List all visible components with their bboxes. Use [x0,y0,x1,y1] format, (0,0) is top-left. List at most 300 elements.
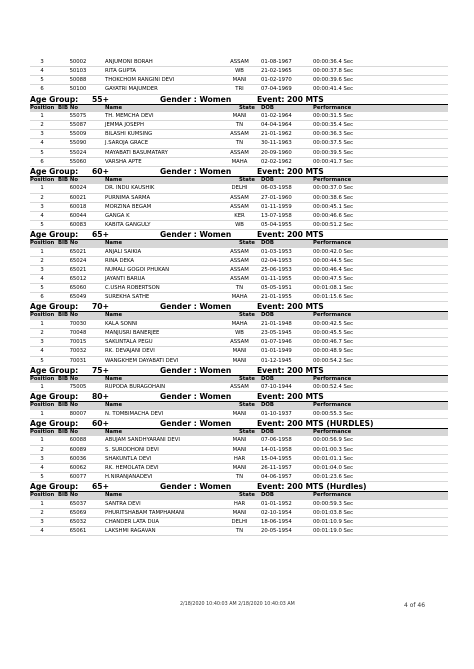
state-cell: DELHI [231,518,248,525]
column-header-row [30,402,448,410]
table-row [30,518,448,527]
column-header-row [30,105,448,113]
position-cell: 4 [40,276,44,283]
performance-cell: 00:00:36.3 Sec [313,131,354,138]
bib-cell: 50088 [69,77,87,84]
name-cell: J.SAROJA GRACE [105,140,149,147]
age-group-value: 55+ [92,94,109,104]
event-label: Event: 200 MTS [257,166,324,176]
state-cell: MANI [232,437,247,444]
state-cell: ASSAM [230,59,249,65]
performance-cell: 00:00:47.5 Sec [313,276,354,283]
col-dob: DOB [261,402,274,409]
name-cell: ANJALI SAIKIA [105,248,142,255]
position-cell: 1 [40,384,44,391]
state-cell: MAHA [231,158,248,165]
col-name: Name [105,176,123,183]
table-row [30,248,448,257]
state-cell: ASSAM [230,339,249,346]
state-cell: ASSAM [230,203,249,210]
bib-cell: 60018 [69,203,87,210]
position-cell: 1 [40,248,44,255]
state-cell: ASSAM [230,276,249,283]
performance-cell: 00:00:39.5 Sec [313,149,354,156]
table-row [30,257,448,266]
dob-cell: 01-02-1964 [261,113,292,120]
col-position: Position [30,104,55,111]
col-name: Name [105,402,123,409]
table-row [30,85,448,94]
col-state: State [238,492,255,499]
age-group-label: Age Group: [30,94,79,104]
performance-cell: 00:00:46.4 Sec [313,266,354,273]
name-cell: PURNIMA SARMA [105,194,151,201]
age-group-label: Age Group: [30,166,79,176]
table-row [30,194,448,203]
bib-cell: 65032 [69,518,87,525]
table-row [30,500,448,509]
bib-cell: 70032 [69,348,87,355]
dob-cell: 01-10-1937 [261,410,292,417]
dob-cell: 04-04-1964 [261,122,292,129]
state-cell: ASSAM [230,266,249,273]
performance-cell: 00:01:01.1 Sec [313,455,354,462]
state-cell: TN [235,474,244,480]
name-cell: NUMALI GOGOI PHUKAN [105,266,170,273]
col-dob: DOB [261,492,274,499]
performance-cell: 00:00:46.7 Sec [313,339,354,346]
performance-cell: 00:00:45.5 Sec [313,330,354,337]
gender-label: Gender : Women [160,365,232,375]
performance-cell: 00:01:23.6 Sec [313,474,354,480]
position-cell: 5 [40,285,44,292]
dob-cell: 25-06-1953 [261,266,292,273]
dob-cell: 23-05-1945 [261,330,292,337]
state-cell: ASSAM [230,131,249,138]
position-cell: 4 [40,348,44,355]
dob-cell: 02-10-1954 [261,509,292,516]
col-name: Name [105,312,123,319]
position-cell: 4 [40,528,44,535]
bib-cell: 70031 [69,357,87,364]
performance-cell: 00:00:54.2 Sec [313,357,354,364]
table-row [30,473,448,482]
dob-cell: 21-01-1948 [261,320,292,327]
age-group-header [30,482,448,492]
table-row [30,329,448,338]
name-cell: ANJUMONI BORAH [105,59,153,65]
col-performance: Performance [313,104,352,111]
age-group-value: 65+ [92,230,109,240]
performance-cell: 00:01:15.6 Sec [313,294,354,301]
bib-cell: 65024 [69,257,87,264]
table-row [30,275,448,284]
position-cell: 6 [40,294,44,301]
performance-cell: 00:00:37.5 Sec [313,140,354,147]
position-cell: 3 [40,266,44,273]
position-cell: 4 [40,68,44,75]
col-performance: Performance [313,240,352,247]
dob-cell: 14-01-1958 [261,446,292,453]
bib-cell: 55009 [69,131,87,138]
age-group-header [30,392,448,402]
performance-cell: 00:01:00.3 Sec [313,446,354,453]
dob-cell: 20-09-1960 [261,149,292,156]
col-performance: Performance [313,176,352,183]
col-bib: BIB No [58,375,78,382]
age-group-label: Age Group: [30,230,79,240]
bib-cell: 65021 [69,266,87,273]
col-position: Position [30,402,55,409]
name-cell: LAKSHMI RAGAVAN [105,528,156,535]
age-group-value: 70+ [92,302,109,312]
bib-cell: 60077 [69,474,87,480]
dob-cell: 07-10-1944 [261,384,292,391]
name-cell: WANGKHEM DAYABATI DEVI [105,357,179,364]
name-cell: JAYANTI BARUA [105,276,146,283]
event-label: Event: 200 MTS [257,392,324,402]
col-dob: DOB [261,240,274,247]
event-label: Event: 200 MTS [257,230,324,240]
col-state: State [238,176,255,183]
col-position: Position [30,375,55,382]
dob-cell: 02-02-1962 [261,158,292,165]
name-cell: RINA DEKA [105,257,134,264]
dob-cell: 18-06-1954 [261,518,292,525]
performance-cell: 00:00:56.9 Sec [313,437,354,444]
state-cell: TN [235,122,244,129]
dob-cell: 01-01-1949 [261,348,292,355]
bib-cell: 75005 [69,384,87,391]
table-row [30,347,448,356]
age-group-label: Age Group: [30,392,79,402]
state-cell: TN [235,285,244,292]
col-performance: Performance [313,375,352,382]
dob-cell: 21-02-1965 [261,68,292,75]
position-cell: 6 [40,158,44,165]
col-dob: DOB [261,428,274,435]
position-cell: 1 [40,320,44,327]
age-group-label: Age Group: [30,418,79,428]
performance-cell: 00:00:51.2 Sec [313,221,354,228]
state-cell: MANI [232,464,247,471]
table-row [30,76,448,85]
event-label: Event: 200 MTS [257,365,324,375]
column-header-row [30,429,448,437]
dob-cell: 15-04-1955 [261,455,292,462]
bib-cell: 80007 [69,410,87,417]
table-row [30,338,448,347]
bib-cell: 65069 [69,509,87,516]
performance-cell: 00:00:37.0 Sec [313,185,354,192]
column-header-row [30,177,448,185]
dob-cell: 04-06-1957 [261,474,292,480]
position-cell: 1 [40,113,44,120]
col-bib: BIB No [58,104,78,111]
col-state: State [238,402,255,409]
table-row [30,67,448,76]
state-cell: MANI [232,410,247,417]
col-position: Position [30,428,55,435]
bib-cell: 60024 [69,185,87,192]
position-cell: 1 [40,437,44,444]
performance-cell: 00:00:39.6 Sec [313,77,354,84]
dob-cell: 21-01-1962 [261,131,292,138]
state-cell: ASSAM [230,257,249,264]
name-cell: RK. HEMOLATA DEVI [105,464,159,471]
performance-cell: 00:00:48.9 Sec [313,348,354,355]
name-cell: ABUJAM SANDHYARANI DEVI [105,437,180,444]
table-row [30,436,448,445]
age-group-header [30,167,448,177]
table-row [30,266,448,275]
gender-label: Gender : Women [160,230,232,240]
position-cell: 3 [40,59,44,65]
age-group-label: Age Group: [30,302,79,312]
event-label: Event: 200 MTS (Hurdles) [257,482,367,492]
bib-cell: 60062 [69,464,87,471]
dob-cell: 13-07-1958 [261,212,292,219]
table-row [30,139,448,148]
dob-cell: 05-05-1951 [261,285,292,292]
state-cell: HAR [233,500,246,507]
performance-cell: 00:01:10.9 Sec [313,518,354,525]
table-row [30,509,448,518]
age-group-header [30,302,448,312]
name-cell: N. TOMBIMACHA DEVI [105,410,164,417]
col-bib: BIB No [58,240,78,247]
position-cell: 1 [40,185,44,192]
position-cell: 2 [40,446,44,453]
results-document [30,58,448,536]
state-cell: MANI [232,357,247,364]
performance-cell: 00:00:44.5 Sec [313,257,354,264]
table-row [30,357,448,366]
col-position: Position [30,492,55,499]
name-cell: GAYATRI MAJUMDER [105,86,158,93]
table-row [30,383,448,392]
bib-cell: 60036 [69,455,87,462]
bib-cell: 50100 [69,86,87,93]
dob-cell: 27-01-1960 [261,194,292,201]
state-cell: TN [235,528,244,535]
dob-cell: 01-11-1955 [261,276,292,283]
dob-cell: 21-01-1955 [261,294,292,301]
col-dob: DOB [261,176,274,183]
state-cell: MANI [232,509,247,516]
performance-cell: 00:01:03.8 Sec [313,509,354,516]
col-performance: Performance [313,402,352,409]
bib-cell: 55024 [69,149,87,156]
position-cell: 3 [40,339,44,346]
age-group-label: Age Group: [30,365,79,375]
col-name: Name [105,375,123,382]
table-row [30,293,448,302]
name-cell: H.NIRANJANADEVI [105,474,153,480]
state-cell: MANI [232,77,247,84]
table-row [30,221,448,230]
gender-label: Gender : Women [160,392,232,402]
dob-cell: 07-06-1958 [261,437,292,444]
position-cell: 2 [40,330,44,337]
column-header-row [30,312,448,320]
performance-cell: 00:00:42.5 Sec [313,320,354,327]
col-state: State [238,312,255,319]
table-row [30,58,448,67]
position-cell: 2 [40,194,44,201]
table-row [30,464,448,473]
performance-cell: 00:00:41.7 Sec [313,158,354,165]
age-group-label: Age Group: [30,482,79,492]
performance-cell: 00:01:19.0 Sec [313,528,354,535]
bib-cell: 60044 [69,212,87,219]
bib-cell: 65037 [69,500,87,507]
state-cell: WB [235,330,244,337]
name-cell: DR. INDU KAUSHIK [105,185,155,192]
name-cell: MANJUSRI BANERJEE [105,330,160,337]
position-cell: 5 [40,149,44,156]
position-cell: 5 [40,474,44,480]
position-cell: 3 [40,518,44,525]
col-dob: DOB [261,104,274,111]
dob-cell: 01-07-1946 [261,339,292,346]
table-row [30,184,448,193]
bib-cell: 65061 [69,528,87,535]
bib-cell: 55060 [69,158,87,165]
performance-cell: 00:00:52.4 Sec [313,384,354,391]
dob-cell: 01-03-1953 [261,248,292,255]
event-label: Event: 200 MTS (HURDLES) [257,418,374,428]
position-cell: 2 [40,509,44,516]
col-bib: BIB No [58,312,78,319]
col-name: Name [105,428,123,435]
state-cell: MAHA [231,320,248,327]
position-cell: 1 [40,410,44,417]
bib-cell: 65021 [69,248,87,255]
position-cell: 4 [40,212,44,219]
position-cell: 4 [40,464,44,471]
name-cell: SAKUNTALA PEGU [105,339,153,346]
column-header-row [30,240,448,248]
name-cell: THOKCHOM RANGINI DEVI [105,77,175,84]
position-cell: 1 [40,500,44,507]
col-name: Name [105,240,123,247]
print-timestamp: 2/18/2020 10:40:03 AM 2/18/2020 10:40:03 AM [180,602,295,607]
dob-cell: 02-04-1953 [261,257,292,264]
col-performance: Performance [313,492,352,499]
col-dob: DOB [261,312,274,319]
dob-cell: 01-11-1959 [261,203,292,210]
table-row [30,112,448,121]
col-performance: Performance [313,312,352,319]
table-row [30,130,448,139]
performance-cell: 00:01:08.1 Sec [313,285,354,292]
bib-cell: 65060 [69,285,87,292]
performance-cell: 00:00:35.4 Sec [313,122,354,129]
position-cell: 3 [40,455,44,462]
table-row [30,410,448,419]
bib-cell: 60021 [69,194,87,201]
position-cell: 3 [40,203,44,210]
col-name: Name [105,492,123,499]
bib-cell: 55075 [69,113,87,120]
state-cell: MAHA [231,294,248,301]
state-cell: ASSAM [230,194,249,201]
dob-cell: 01-02-1970 [261,77,292,84]
age-group-value: 65+ [92,482,109,492]
state-cell: TRI [235,86,244,93]
name-cell: PHURITSHABAM TAMPHAMANI [105,509,185,516]
name-cell: RUPODA BURAGOHAIN [105,384,166,391]
name-cell: S. SURODHONI DEVI [105,446,159,453]
col-bib: BIB No [58,402,78,409]
col-state: State [238,104,255,111]
bib-cell: 50002 [69,59,87,65]
col-performance: Performance [313,428,352,435]
state-cell: ASSAM [230,149,249,156]
age-group-header [30,366,448,376]
position-cell: 2 [40,257,44,264]
col-position: Position [30,176,55,183]
col-bib: BIB No [58,428,78,435]
table-row [30,284,448,293]
column-header-row [30,376,448,384]
col-bib: BIB No [58,492,78,499]
state-cell: DELHI [231,185,248,192]
name-cell: RITA GUPTA [105,68,136,75]
table-row [30,149,448,158]
name-cell: JEMMA JOSEPH [105,122,144,129]
name-cell: MORZINA BEGAM [105,203,152,210]
column-header-row [30,492,448,500]
page-number: 4 of 46 [404,602,426,609]
performance-cell: 00:00:42.0 Sec [313,248,354,255]
event-label: Event: 200 MTS [257,302,324,312]
state-cell: MANI [232,348,247,355]
performance-cell: 00:00:37.8 Sec [313,68,354,75]
age-group-value: 60+ [92,418,109,428]
position-cell: 5 [40,357,44,364]
state-cell: WB [235,68,244,75]
bib-cell: 60083 [69,221,87,228]
name-cell: CHANDER LATA DUA [105,518,160,525]
gender-label: Gender : Women [160,166,232,176]
name-cell: MAYABATI BASUMATARY [105,149,168,156]
col-state: State [238,375,255,382]
bib-cell: 60089 [69,446,87,453]
position-cell: 3 [40,131,44,138]
state-cell: HAR [233,455,246,462]
bib-cell: 70015 [69,339,87,346]
state-cell: ASSAM [230,384,249,391]
performance-cell: 00:00:55.3 Sec [313,410,354,417]
age-group-value: 60+ [92,166,109,176]
age-group-header [30,230,448,240]
event-label: Event: 200 MTS [257,94,324,104]
table-row [30,446,448,455]
col-dob: DOB [261,375,274,382]
performance-cell: 00:00:59.3 Sec [313,500,354,507]
name-cell: SHAKUNTLA DEVI [105,455,152,462]
state-cell: TN [235,140,244,147]
age-group-value: 80+ [92,392,109,402]
gender-label: Gender : Women [160,302,232,312]
bib-cell: 60088 [69,437,87,444]
dob-cell: 01-01-1952 [261,500,292,507]
table-row [30,527,448,536]
dob-cell: 26-11-1957 [261,464,292,471]
table-row [30,320,448,329]
